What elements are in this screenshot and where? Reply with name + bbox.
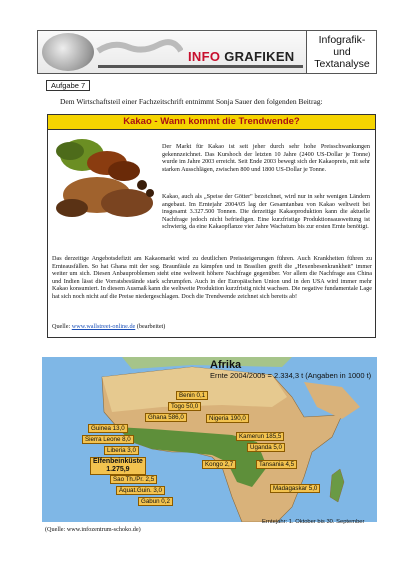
header-line-2: und (333, 46, 351, 58)
label-kongo: Kongo 2,7 (202, 460, 236, 469)
article-paragraph-3: Das derzeitige Angebotsdefizit am Kakaomarkt wird zu deutlichen Preissteigerungen führen. Auch Krankheiten führen zu Ernteausfällen. So hat Ghana mit der sog. Braunfäule zu kämpfen und in Brasilien greift die „Hexenbesenkrankheit" immer weiter um sich. Diesen Anbauproblemen steht eine weltweit höhere Nachfrage gegenüber. Vor allem die Nachfrage aus China und Indien lässt die Vorratsbestände stark schrumpfen. Auch in der Europäischen Union und in den USA wird immer mehr Kakao konsumiert. In diesem Ausmaß kann die weltweite Produktion kurzfristig nicht wachsen. Die negative fundamentale Lage hat sich noch nicht auf die Preise niedergeschlagen. Doch die Trendwende zeichnet sich bereits ab! (52, 255, 372, 300)
source-suffix: (bearbeitet) (135, 323, 166, 330)
label-nigeria: Nigeria 190,0 (206, 414, 249, 423)
label-sao-tome: Sao Th./Pr. 2,5 (110, 475, 157, 484)
label-guinea: Guinea 13,0 (88, 424, 128, 433)
globe-icon (42, 33, 94, 71)
label-elfenbeinkueste (90, 457, 146, 475)
logo-text (188, 49, 294, 64)
source-link[interactable]: www.wallstreet-online.de (71, 323, 136, 330)
source-prefix: Quelle: (52, 323, 72, 330)
article-title: Kakao - Wann kommt die Trendwende? (48, 115, 375, 130)
label-ghana: Ghana 586,0 (145, 413, 187, 422)
elfenbein-name: Elfenbeinküste (93, 458, 143, 465)
info-grafiken-logo (38, 31, 306, 73)
header-box (37, 30, 377, 74)
map-credit: (Quelle: www.infozentrum-schoko.de) (45, 526, 141, 533)
article-box (47, 114, 376, 338)
elfenbein-value: 1.275,9 (106, 466, 130, 473)
cocoa-photo (52, 133, 160, 221)
task-label: Aufgabe 7 (46, 80, 90, 91)
map-title: Afrika (210, 359, 242, 371)
label-tansania: Tansania 4,5 (256, 460, 297, 469)
intro-text: Dem Wirtschaftsteil einer Fachzeitschrift entnimmt Sonja Sauer den folgenden Beitrag: (60, 97, 323, 106)
header-line-1: Infografik- (318, 34, 366, 46)
label-sierra-leone: Sierra Leone 8,0 (82, 435, 134, 444)
africa-cocoa-map (42, 357, 377, 522)
label-liberia: Liberia 3,0 (104, 446, 139, 455)
label-kamerun: Kamerun 185,5 (236, 432, 284, 441)
label-gabun: Gabun 0,2 (138, 497, 173, 506)
map-subtitle: Ernte 2004/2005 = 2.334,3 t (Angaben in 1000 t) (210, 371, 372, 380)
map-footnote: Erntejahr: 1. Oktober bis 30. September (262, 519, 365, 525)
article-paragraph-1: Der Markt für Kakao ist seit jeher durch sehr hohe Preisschwankungen gekennzeichnet. Das Kurshoch der letzten 10 Jahre (2400 US-Dollar je Tonne) wurde im Jahre 2003 erreicht. Seit Ende 2003 bewegt sich der Kakaopreis, mit sehr starken Ausschlägen, zwischen 800 und 1800 US-Dollar je Tonne. (162, 143, 370, 173)
label-uganda: Uganda 5,0 (247, 443, 285, 452)
header-right-label (306, 31, 377, 73)
logo-underline (98, 65, 303, 68)
article-paragraph-2: Kakao, auch als „Speise der Götter" bezeichnet, wird nur in sehr wenigen Ländern angebaut. Im Erntejahr 2004/05 lag der Gesamtanbau von Kakao weltweit bei insgesamt 3.327.500 Tonnen. Die derzeitige Kakaoproduktion kann die aktuelle Nachfrage jedoch nicht befriedigen. Eine kurzfristige Produktionsausweitung ist schwierig, da eine Kakaopflanze vier Jahre Wachstum bis zur ersten Ernte benötigt. (162, 193, 370, 230)
label-aequat-guinea: Äquat.Guin. 3,0 (116, 486, 165, 495)
article-source (52, 323, 165, 330)
logo-text-info: INFO (188, 49, 221, 64)
label-benin: Benin 0,1 (176, 391, 208, 400)
label-togo: Togo 50,0 (168, 402, 201, 411)
world-map-banner (93, 37, 183, 63)
label-madagaskar: Madagaskar 5,0 (270, 484, 320, 493)
header-line-3: Textanalyse (314, 58, 370, 70)
logo-text-grafiken: GRAFIKEN (224, 49, 295, 64)
